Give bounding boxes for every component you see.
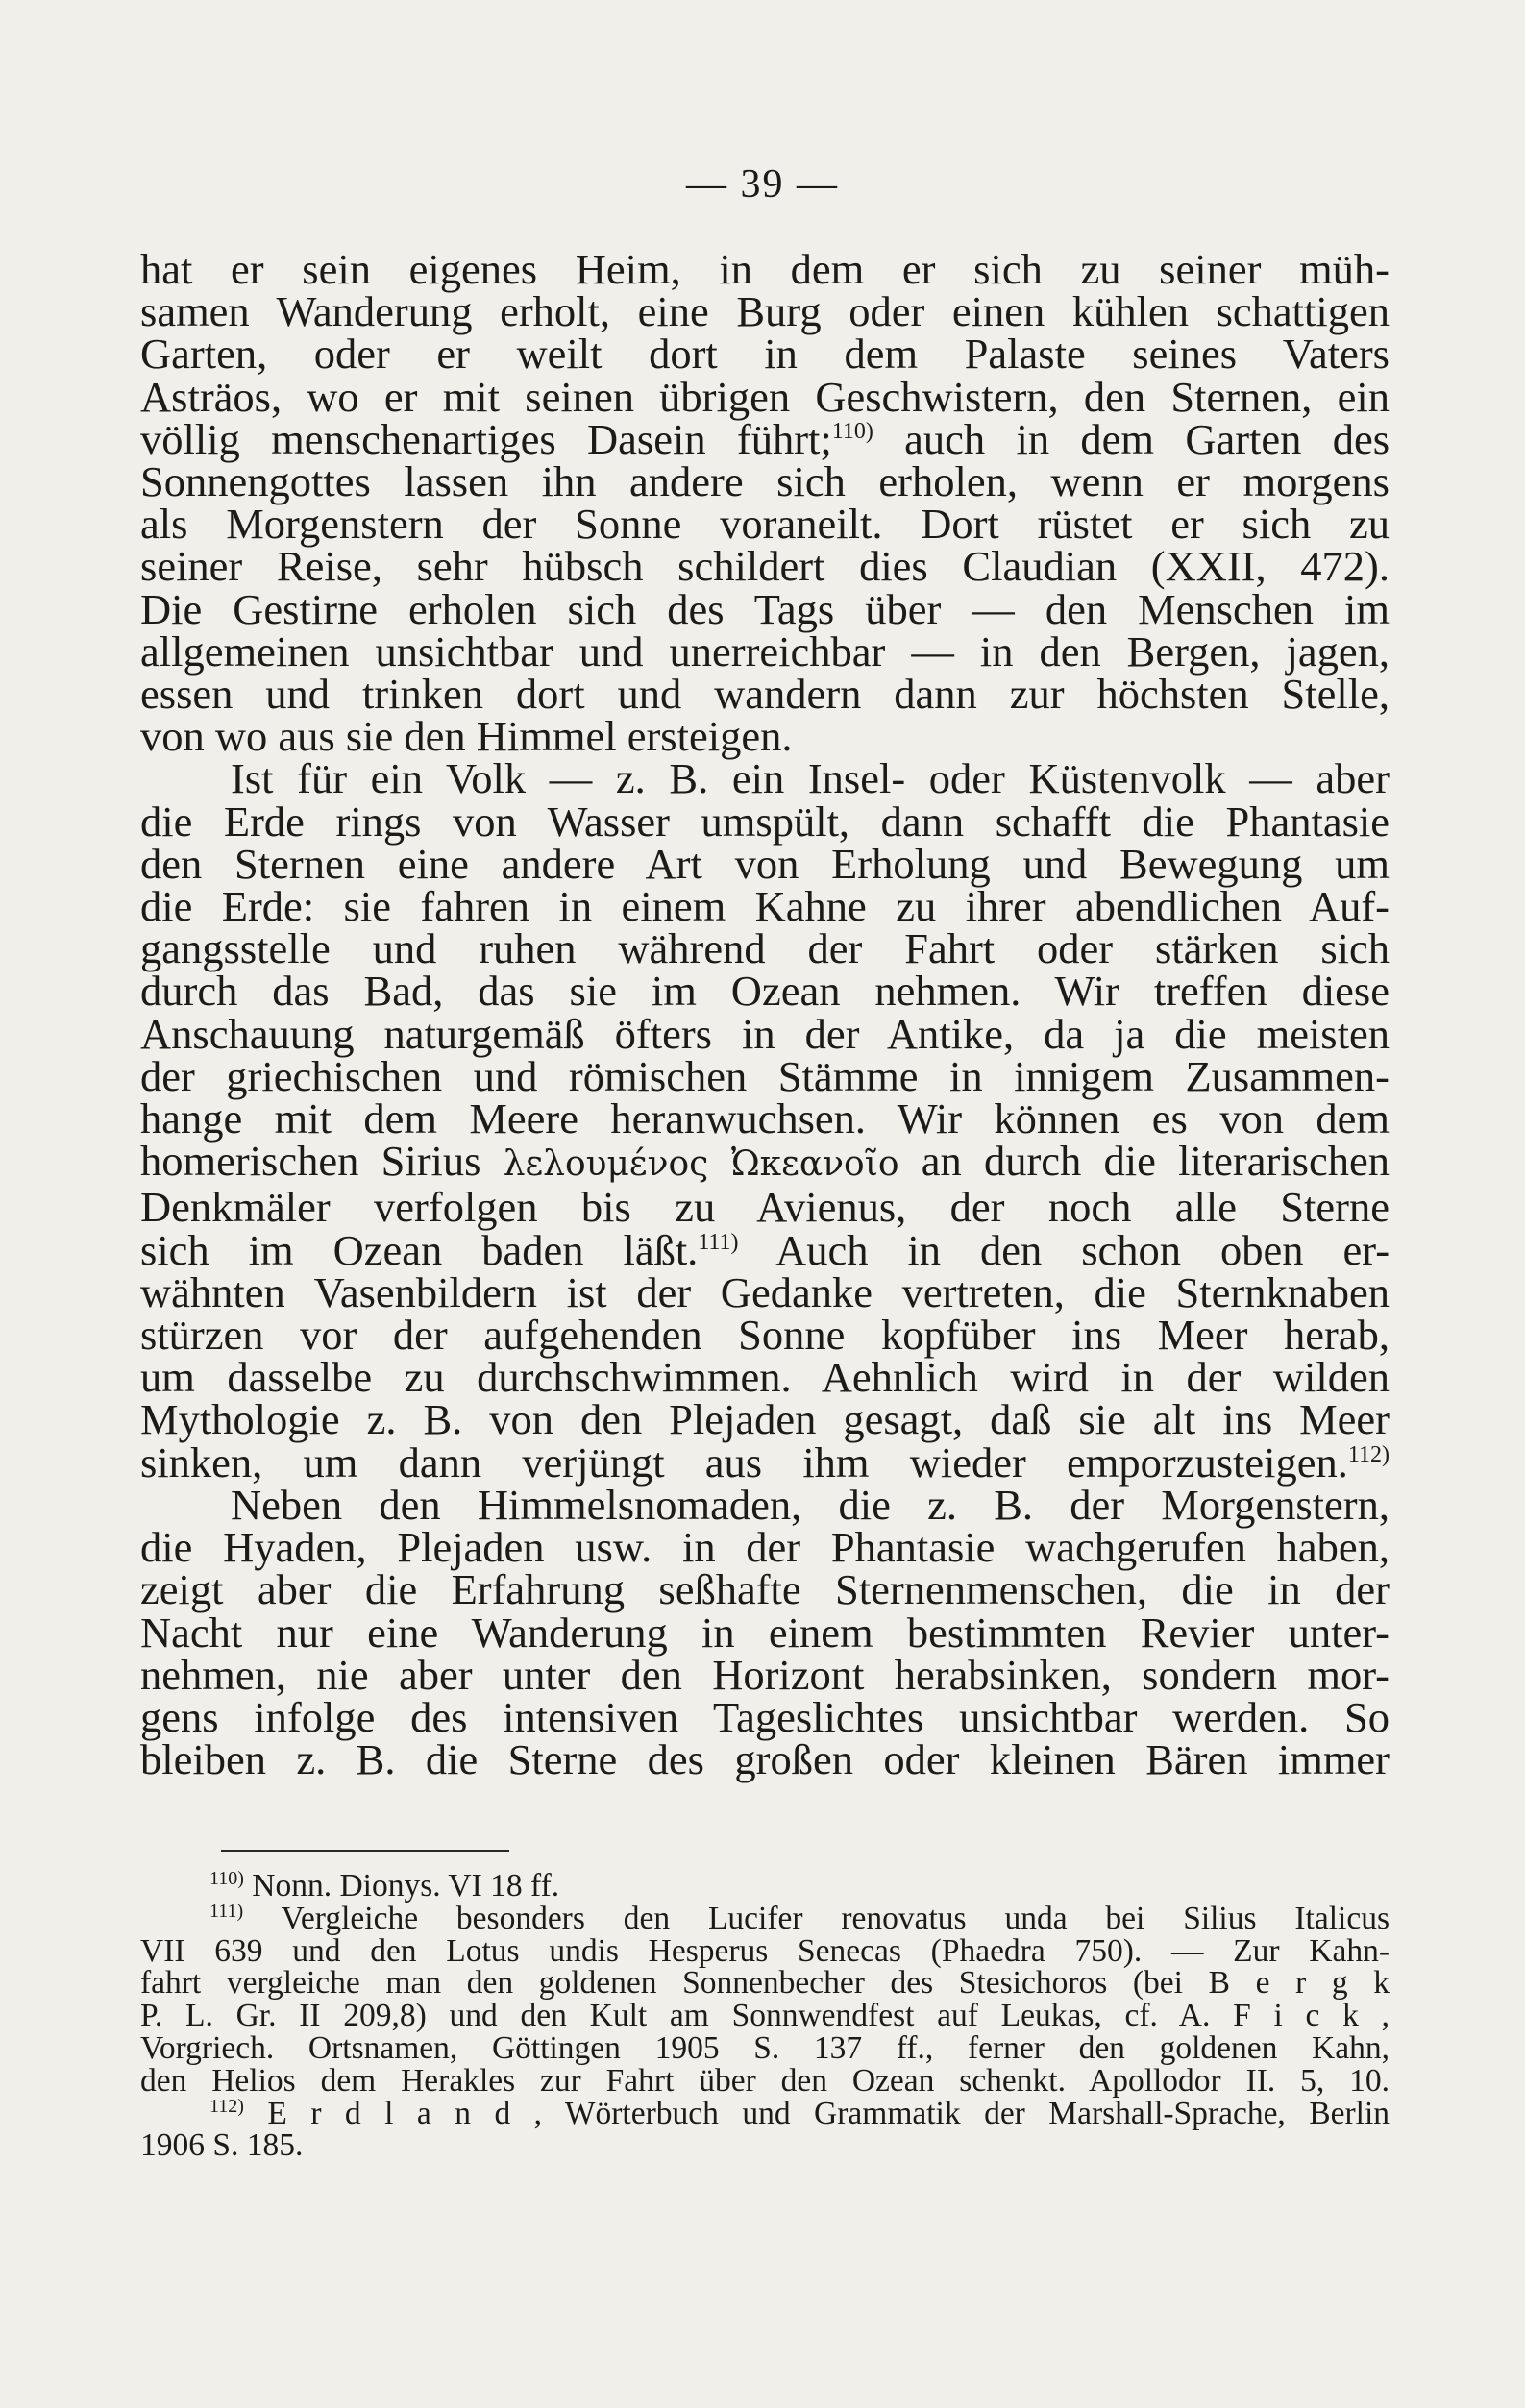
page-number: — 39 —: [686, 162, 839, 207]
text-line: um dasselbe zu durchschwimmen. Aehnlich wird in der wilden: [140, 1353, 1390, 1402]
text-segment: Auch in den schon oben er-: [775, 1225, 1390, 1274]
text-line: allgemeinen unsichtbar und unerreichbar — in den Bergen, jagen,: [140, 627, 1390, 676]
text-line: von wo aus sie den Himmel ersteigen.: [140, 712, 793, 761]
footnote-text: Nonn. Dionys. VI 18 ff.: [252, 1868, 560, 1904]
footnote-line: VII 639 und den Lotus undis Hesperus Senecas (Phaedra 750). — Zur Kahn-: [140, 1932, 1390, 1969]
text-line: bleiben z. B. die Sterne des großen oder kleinen Bären immer: [140, 1735, 1390, 1784]
text-line: samen Wanderung erholt, eine Burg oder einen kühlen schattigen: [140, 287, 1390, 336]
text-line: [140, 1137, 1390, 1186]
footnote-text: E r d l a n d , Wörterbuch und Grammatik der Marshall-Sprache, Berlin: [267, 2095, 1390, 2131]
footnote-112: [140, 2095, 1390, 2131]
text-line: durch das Bad, das sie im Ozean nehmen. Wir treffen diese: [140, 967, 1390, 1016]
text-line: nehmen, nie aber unter den Horizont herabsinken, sondern mor-: [140, 1650, 1390, 1699]
text-line: Mythologie z. B. von den Plejaden gesagt, daß sie alt ins Meer: [140, 1395, 1390, 1444]
text-line: [140, 1437, 1390, 1487]
greek-quote: λελουμένος Ὠκεανοῖο: [503, 1144, 899, 1185]
text-line: die Erde rings von Wasser umspült, dann schafft die Phantasie: [140, 797, 1390, 846]
text-line: stürzen vor der aufgehenden Sonne kopfüber ins Meer herab,: [140, 1311, 1390, 1360]
text-line: Sonnengottes lassen ihn andere sich erholen, wenn er morgens: [140, 457, 1390, 506]
footnote-line: 1906 S. 185.: [140, 2127, 304, 2164]
text-line: zeigt aber die Erfahrung seßhafte Sternenmenschen, die in der: [140, 1565, 1390, 1614]
text-line: seiner Reise, sehr hübsch schildert dies Claudian (XXII, 472).: [140, 542, 1390, 591]
text-line: Neben den Himmelsnomaden, die z. B. der Morgenstern,: [231, 1480, 1390, 1529]
footnote-110: [140, 1870, 1390, 1903]
text-segment: homerischen Sirius: [140, 1137, 481, 1186]
text-line: Anschauung naturgemäß öfters in der Antike, da ja die meisten: [140, 1009, 1390, 1058]
text-line: essen und trinken dort und wandern dann zur höchsten Stelle,: [140, 670, 1390, 719]
footnote-line: fahrt vergleiche man den goldenen Sonnenbecher des Stesichoros (bei B e r g k: [140, 1965, 1390, 2002]
text-line: [140, 414, 1390, 463]
footnote-mark: 111): [209, 1900, 244, 1922]
text-line: hat er sein eigenes Heim, in dem er sich zu seiner müh-: [140, 245, 1390, 293]
footnote-111: [140, 1900, 1390, 1936]
text-line: die Hyaden, Plejaden usw. in der Phantasie wachgerufen haben,: [140, 1523, 1390, 1572]
text-line: wähnten Vasenbildern ist der Gedanke vertreten, die Sternknaben: [140, 1267, 1390, 1316]
text-line: der griechischen und römischen Stämme in innigem Zusammen-: [140, 1051, 1390, 1100]
text-segment: auch in dem Garten des: [904, 414, 1390, 463]
paragraph-2: [140, 754, 1390, 1487]
footnote-mark: 112): [209, 2095, 244, 2117]
text-segment: sinken, um dann verjüngt aus ihm wieder emporzusteigen.: [140, 1437, 1348, 1487]
footnotes: [140, 1870, 1390, 2162]
text-line: Die Gestirne erholen sich des Tags über — den Menschen im: [140, 584, 1390, 633]
footnote-divider: [221, 1850, 509, 1852]
footnote-text: Vergleiche besonders den Lucifer renovatus unda bei Silius Italicus: [281, 1900, 1390, 1936]
text-line: den Sternen eine andere Art von Erholung und Bewegung um: [140, 839, 1390, 888]
main-text: [140, 245, 1390, 1784]
text-line: gangsstelle und ruhen während der Fahrt oder stärken sich: [140, 924, 1390, 973]
text-segment: an durch die literarischen: [921, 1137, 1390, 1186]
text-line: gens infolge des intensiven Tageslichtes unsichtbar werden. So: [140, 1692, 1390, 1741]
text-line: Asträos, wo er mit seinen übrigen Geschwistern, den Sternen, ein: [140, 372, 1390, 421]
text-line: Garten, oder er weilt dort in dem Palaste seines Vaters: [140, 330, 1390, 379]
paragraph-3: [140, 1480, 1390, 1784]
footnote-mark: 110): [209, 1868, 244, 1889]
text-line: Denkmäler verfolgen bis zu Avienus, der noch alle Sterne: [140, 1183, 1390, 1232]
footnote-line: Vorgriech. Ortsnamen, Göttingen 1905 S. 137 ff., ferner den goldenen Kahn,: [140, 2029, 1390, 2066]
footnote-line: P. L. Gr. II 209,8) und den Kult am Sonnwendfest auf Leukas, cf. A. F i c k ,: [140, 1998, 1390, 2034]
text-line: Nacht nur eine Wanderung in einem bestimmten Revier unter-: [140, 1608, 1390, 1657]
text-segment: sich im Ozean baden läßt.: [140, 1225, 699, 1274]
text-line: als Morgenstern der Sonne voraneilt. Dort rüstet er sich zu: [140, 500, 1390, 549]
footnote-ref-110[interactable]: 110): [831, 418, 873, 444]
text-segment: völlig menschenartiges Dasein führt;: [140, 414, 832, 463]
text-line: [140, 1225, 1390, 1274]
footnote-ref-111[interactable]: 111): [698, 1229, 739, 1255]
text-line: Ist für ein Volk — z. B. ein Insel- oder Küstenvolk — aber: [231, 754, 1390, 803]
footnote-ref-112[interactable]: 112): [1347, 1441, 1390, 1467]
paragraph-1: [140, 245, 1390, 761]
footnote-line: den Helios dem Herakles zur Fahrt über den Ozean schenkt. Apollodor II. 5, 10.: [140, 2062, 1390, 2099]
text-line: hange mit dem Meere heranwuchsen. Wir können es von dem: [140, 1094, 1390, 1143]
text-line: die Erde: sie fahren in einem Kahne zu ihrer abendlichen Auf-: [140, 882, 1390, 931]
